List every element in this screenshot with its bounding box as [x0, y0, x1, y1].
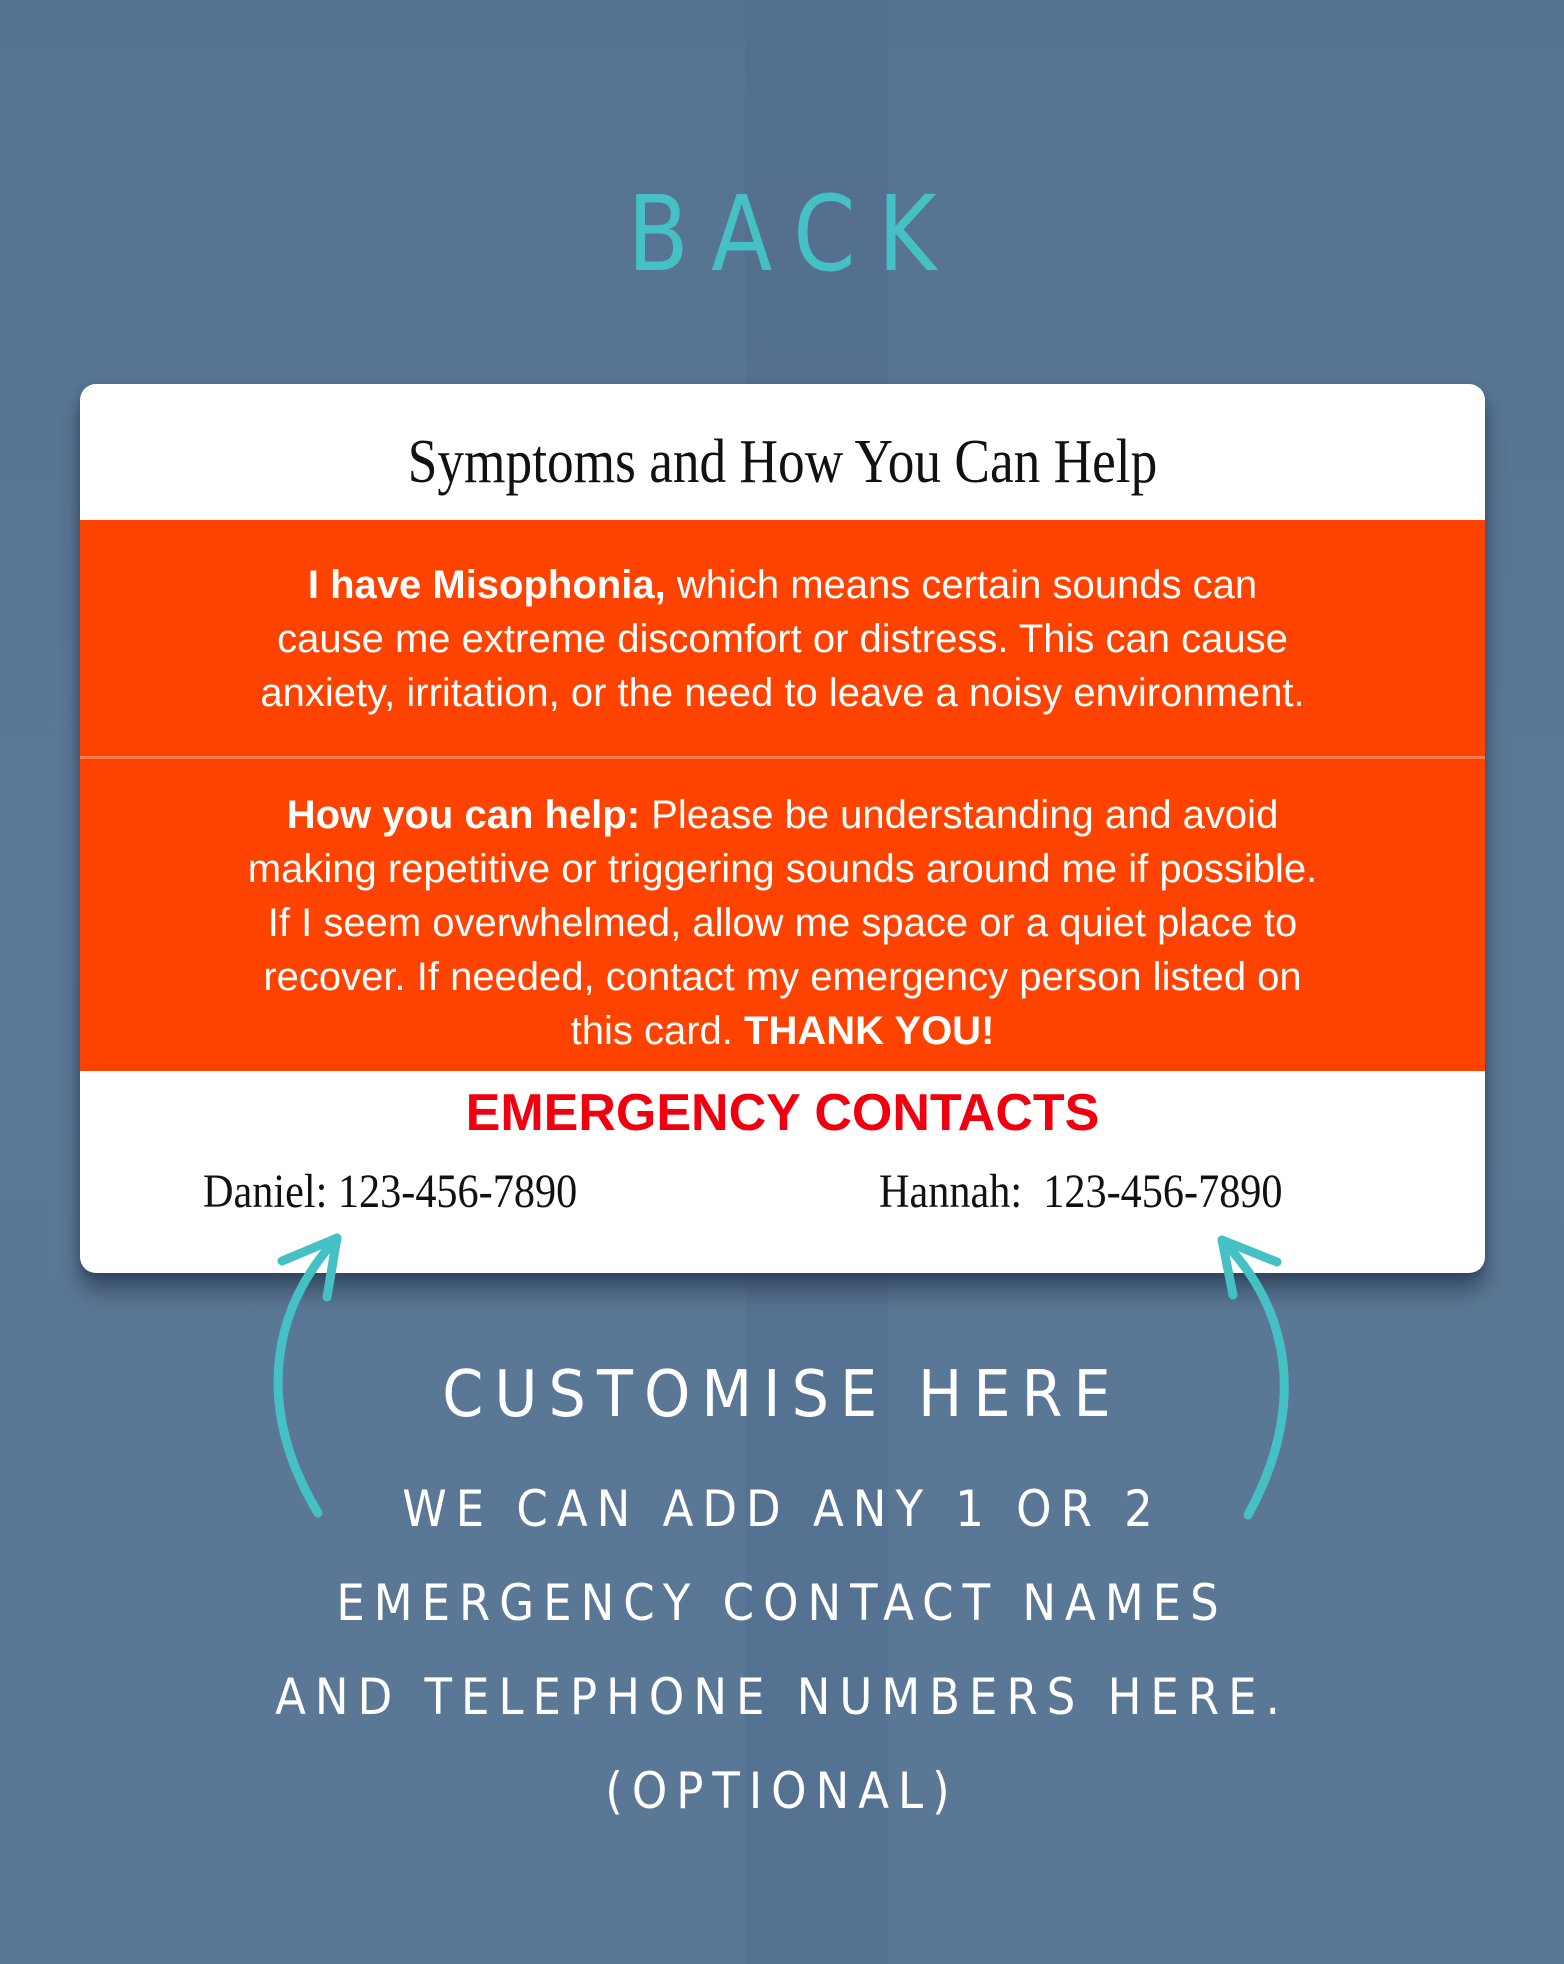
text-line: Please be understanding and avoid — [640, 793, 1279, 837]
text-line: cause me extreme discomfort or distress. This can cause — [277, 617, 1288, 661]
contact-2 — [879, 1162, 1283, 1222]
card-title: Symptoms and How You Can Help — [407, 428, 1158, 496]
how-to-help — [80, 788, 1485, 1058]
text-line: recover. If needed, contact my emergency person listed on — [263, 955, 1302, 999]
medical-card-back — [80, 384, 1485, 1273]
emergency-contacts-title: EMERGENCY CONTACTS — [465, 1084, 1100, 1142]
page-heading-back: BACK — [627, 173, 959, 295]
misophonia-lead: I have Misophonia, — [307, 563, 666, 607]
text-line: this card. — [570, 1009, 745, 1053]
contact-name: Daniel: — [203, 1165, 328, 1218]
thank-you: THANK YOU! — [744, 1009, 995, 1053]
customise-note-line: WE CAN ADD ANY 1 OR 2 — [402, 1480, 1162, 1538]
text-line: anxiety, irritation, or the need to leave a noisy environment. — [260, 671, 1305, 715]
contact-phone: 123-456-7890 — [337, 1165, 578, 1218]
text-line: making repetitive or triggering sounds around me if possible. — [247, 847, 1318, 891]
customise-note-line: EMERGENCY CONTACT NAMES — [336, 1574, 1228, 1632]
section-divider — [80, 756, 1485, 759]
help-lead: How you can help: — [286, 793, 641, 837]
contact-1 — [203, 1162, 577, 1222]
customise-heading: CUSTOMISE HERE — [442, 1358, 1122, 1432]
text-line: which means certain sounds can — [665, 563, 1258, 607]
text-line: If I seem overwhelmed, allow me space or a quiet place to — [267, 901, 1298, 945]
customise-note-line: AND TELEPHONE NUMBERS HERE. — [275, 1668, 1289, 1726]
contact-phone: 123-456-7890 — [1043, 1165, 1283, 1218]
contact-name: Hannah: — [879, 1165, 1023, 1218]
info-panel — [80, 520, 1485, 1071]
customise-note-optional: (OPTIONAL) — [605, 1762, 959, 1820]
misophonia-description — [80, 558, 1485, 720]
